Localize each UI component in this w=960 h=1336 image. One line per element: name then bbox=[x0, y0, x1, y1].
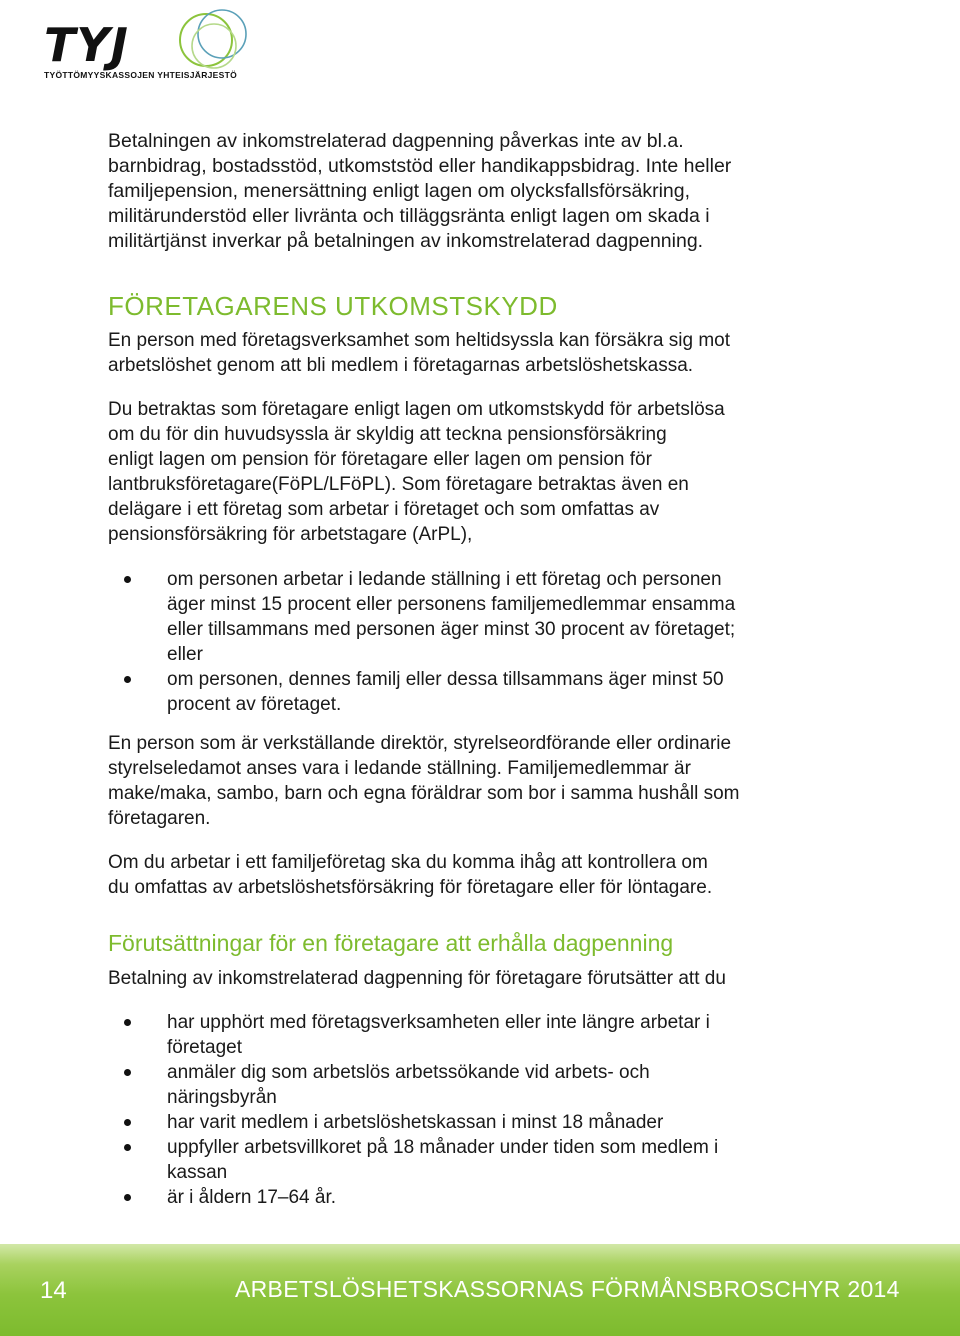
footer-title: ARBETSLÖSHETSKASSORNAS FÖRMÅNSBROSCHYR 2014 bbox=[235, 1276, 900, 1302]
paragraph-conditions-intro bbox=[108, 966, 888, 991]
bullet-icon bbox=[124, 1119, 131, 1126]
list-item-text: om personen arbetar i ledande ställning i ett företag och personen bbox=[167, 569, 722, 590]
page-number: 14 bbox=[40, 1277, 67, 1304]
logo-subtitle: TYÖTTÖMYYSKASSOJEN YHTEISJÄRJESTÖ bbox=[44, 70, 238, 80]
paragraph-payment-exclusions bbox=[108, 129, 878, 254]
logo-wordmark: TYJ bbox=[44, 18, 129, 72]
text-line: pensionsförsäkring för arbetstagare (ArPL), bbox=[108, 524, 473, 545]
text-line: militärtjänst inverkar på betalningen av inkomstrelaterad dagpenning. bbox=[108, 230, 704, 252]
text-line: om du för din huvudsyssla är skyldig att teckna pensionsförsäkring bbox=[108, 424, 667, 445]
text-line: En person med företagsverksamhet som heltidsyssla kan försäkra sig mot bbox=[108, 330, 730, 351]
paragraph-entrepreneur-insurance bbox=[108, 328, 888, 378]
list-item bbox=[108, 567, 888, 667]
list-item-text: eller tillsammans med personen äger minst 30 procent av företaget; bbox=[167, 619, 736, 640]
bullet-list-ownership bbox=[108, 567, 888, 717]
bullet-list-conditions bbox=[108, 1010, 888, 1210]
list-item bbox=[108, 1110, 888, 1135]
bullet-icon bbox=[124, 676, 131, 683]
text-line: Betalningen av inkomstrelaterad dagpenning påverkas inte av bl.a. bbox=[108, 130, 684, 152]
bullet-icon bbox=[124, 1019, 131, 1026]
list-item-text: näringsbyrån bbox=[167, 1087, 277, 1108]
bullet-icon bbox=[124, 576, 131, 583]
list-item-text: företaget bbox=[167, 1037, 242, 1058]
list-item-text: eller bbox=[167, 644, 203, 665]
tyj-logo bbox=[44, 4, 264, 84]
text-line: make/maka, sambo, barn och egna föräldrar som bor i samma hushåll som bbox=[108, 783, 740, 804]
list-item bbox=[108, 667, 888, 717]
text-line: familjepension, menersättning enligt lagen om olycksfallsförsäkring, bbox=[108, 180, 691, 202]
list-item-text: uppfyller arbetsvillkoret på 18 månader under tiden som medlem i bbox=[167, 1137, 719, 1158]
list-item bbox=[108, 1135, 888, 1185]
text-line: militärunderstöd eller livränta och tilläggsränta enligt lagen om skada i bbox=[108, 205, 710, 227]
text-line: du omfattas av arbetslöshetsförsäkring för företagare eller för löntagare. bbox=[108, 877, 713, 898]
list-item-text: är i åldern 17–64 år. bbox=[167, 1187, 337, 1208]
list-item bbox=[108, 1060, 888, 1110]
paragraph-entrepreneur-definition bbox=[108, 397, 888, 547]
list-item bbox=[108, 1010, 888, 1060]
bullet-icon bbox=[124, 1194, 131, 1201]
text-line: Du betraktas som företagare enligt lagen om utkomstskydd för arbetslösa bbox=[108, 399, 725, 420]
list-item-text: kassan bbox=[167, 1162, 228, 1183]
text-line: Om du arbetar i ett familjeföretag ska du komma ihåg att kontrollera om bbox=[108, 852, 708, 873]
text-line: Betalning av inkomstrelaterad dagpenning för företagare förutsätter att du bbox=[108, 968, 726, 989]
text-line: lantbruksföretagare(FöPL/LFöPL). Som företagare betraktas även en bbox=[108, 474, 689, 495]
bullet-icon bbox=[124, 1144, 131, 1151]
list-item-text: om personen, dennes familj eller dessa tillsammans äger minst 50 bbox=[167, 669, 724, 690]
text-line: En person som är verkställande direktör, styrelseordförande eller ordinarie bbox=[108, 733, 732, 754]
paragraph-leading-position bbox=[108, 731, 888, 831]
subheading-conditions: Förutsättningar för en företagare att erhålla dagpenning bbox=[108, 930, 674, 956]
text-line: styrelseledamot anses vara i ledande ställning. Familjemedlemmar är bbox=[108, 758, 691, 779]
list-item-text: äger minst 15 procent eller personens familjemedlemmar ensamma bbox=[167, 594, 736, 615]
logo-circles-icon bbox=[144, 4, 264, 74]
list-item-text: har varit medlem i arbetslöshetskassan i minst 18 månader bbox=[167, 1112, 664, 1133]
bullet-icon bbox=[124, 1069, 131, 1076]
text-line: företagaren. bbox=[108, 808, 211, 829]
text-line: arbetslöshet genom att bli medlem i företagarnas arbetslöshetskassa. bbox=[108, 355, 694, 376]
list-item bbox=[108, 1185, 888, 1210]
text-line: delägare i ett företag som arbetar i företaget och som omfattas av bbox=[108, 499, 660, 520]
paragraph-family-business bbox=[108, 850, 888, 900]
list-item-text: procent av företaget. bbox=[167, 694, 342, 715]
list-item-text: har upphört med företagsverksamheten eller inte längre arbetar i bbox=[167, 1012, 710, 1033]
text-line: barnbidrag, bostadsstöd, utkomststöd eller handikappsbidrag. Inte heller bbox=[108, 155, 732, 177]
section-heading-entrepreneur-protection: FÖRETAGARENS UTKOMSTSKYDD bbox=[108, 291, 558, 321]
text-line: enligt lagen om pension för företagare eller lagen om pension för bbox=[108, 449, 652, 470]
list-item-text: anmäler dig som arbetslös arbetssökande vid arbets- och bbox=[167, 1062, 650, 1083]
